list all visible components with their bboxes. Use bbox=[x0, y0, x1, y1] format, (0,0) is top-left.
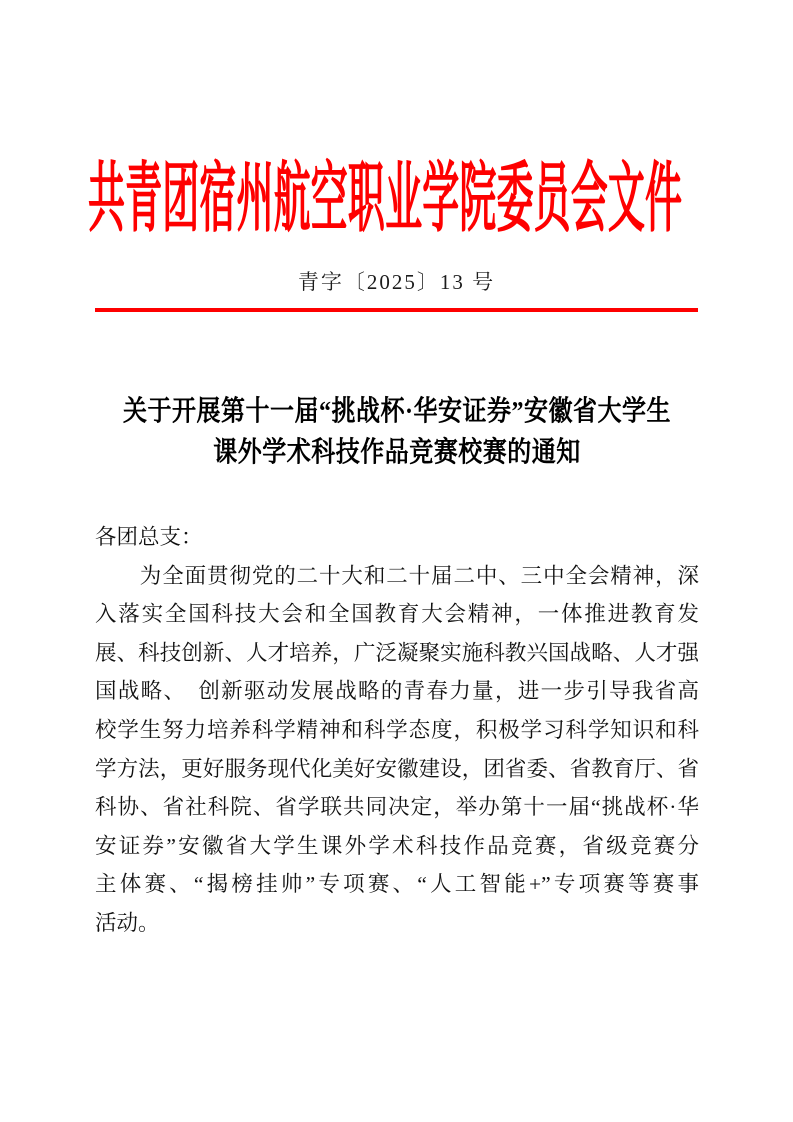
red-header-org-title: 共青团宿州航空职业学院委员会文件 bbox=[88, 155, 682, 242]
document-number: 青字〔2025〕13 号 bbox=[297, 270, 496, 294]
document-title-line-1: 关于开展第十一届“挑战杯·华安证券”安徽省大学生 bbox=[122, 396, 671, 427]
red-divider-line bbox=[95, 308, 698, 312]
body-text-line: 安证券”安徽省大学生课外学术科技作品竞赛，省级竞赛分 bbox=[95, 833, 699, 858]
salutation: 各团总支： bbox=[95, 525, 203, 549]
body-text-line: 科协、省社科院、省学联共同决定，举办第十一届“挑战杯·华 bbox=[95, 795, 699, 820]
document-title bbox=[95, 391, 699, 474]
body-text-line: 为全面贯彻党的二十大和二十届二中、三中全会精神，深 bbox=[95, 563, 699, 588]
body-text-line: 校学生努力培养科学精神和科学态度，积极学习科学知识和科 bbox=[95, 717, 699, 742]
body-text-line: 入落实全国科技大会和全国教育大会精神，一体推进教育发 bbox=[95, 602, 699, 627]
body-text-line: 国战略、 创新驱动发展战略的青春力量，进一步引导我省高 bbox=[95, 679, 699, 704]
body-text-line: 学方法，更好服务现代化美好安徽建设，团省委、省教育厅、省 bbox=[95, 756, 699, 781]
body-text-line: 主体赛、“揭榜挂帅”专项赛、“人工智能+”专项赛等赛事 bbox=[95, 872, 699, 897]
document-title-line-2: 课外学术科技作品竞赛校赛的通知 bbox=[213, 438, 581, 469]
body-paragraph bbox=[95, 557, 699, 943]
body-text-line: 活动。 bbox=[95, 910, 160, 935]
document-body bbox=[95, 518, 699, 943]
body-text-line: 展、科技创新、人才培养，广泛凝聚实施科教兴国战略、人才强 bbox=[95, 640, 699, 665]
